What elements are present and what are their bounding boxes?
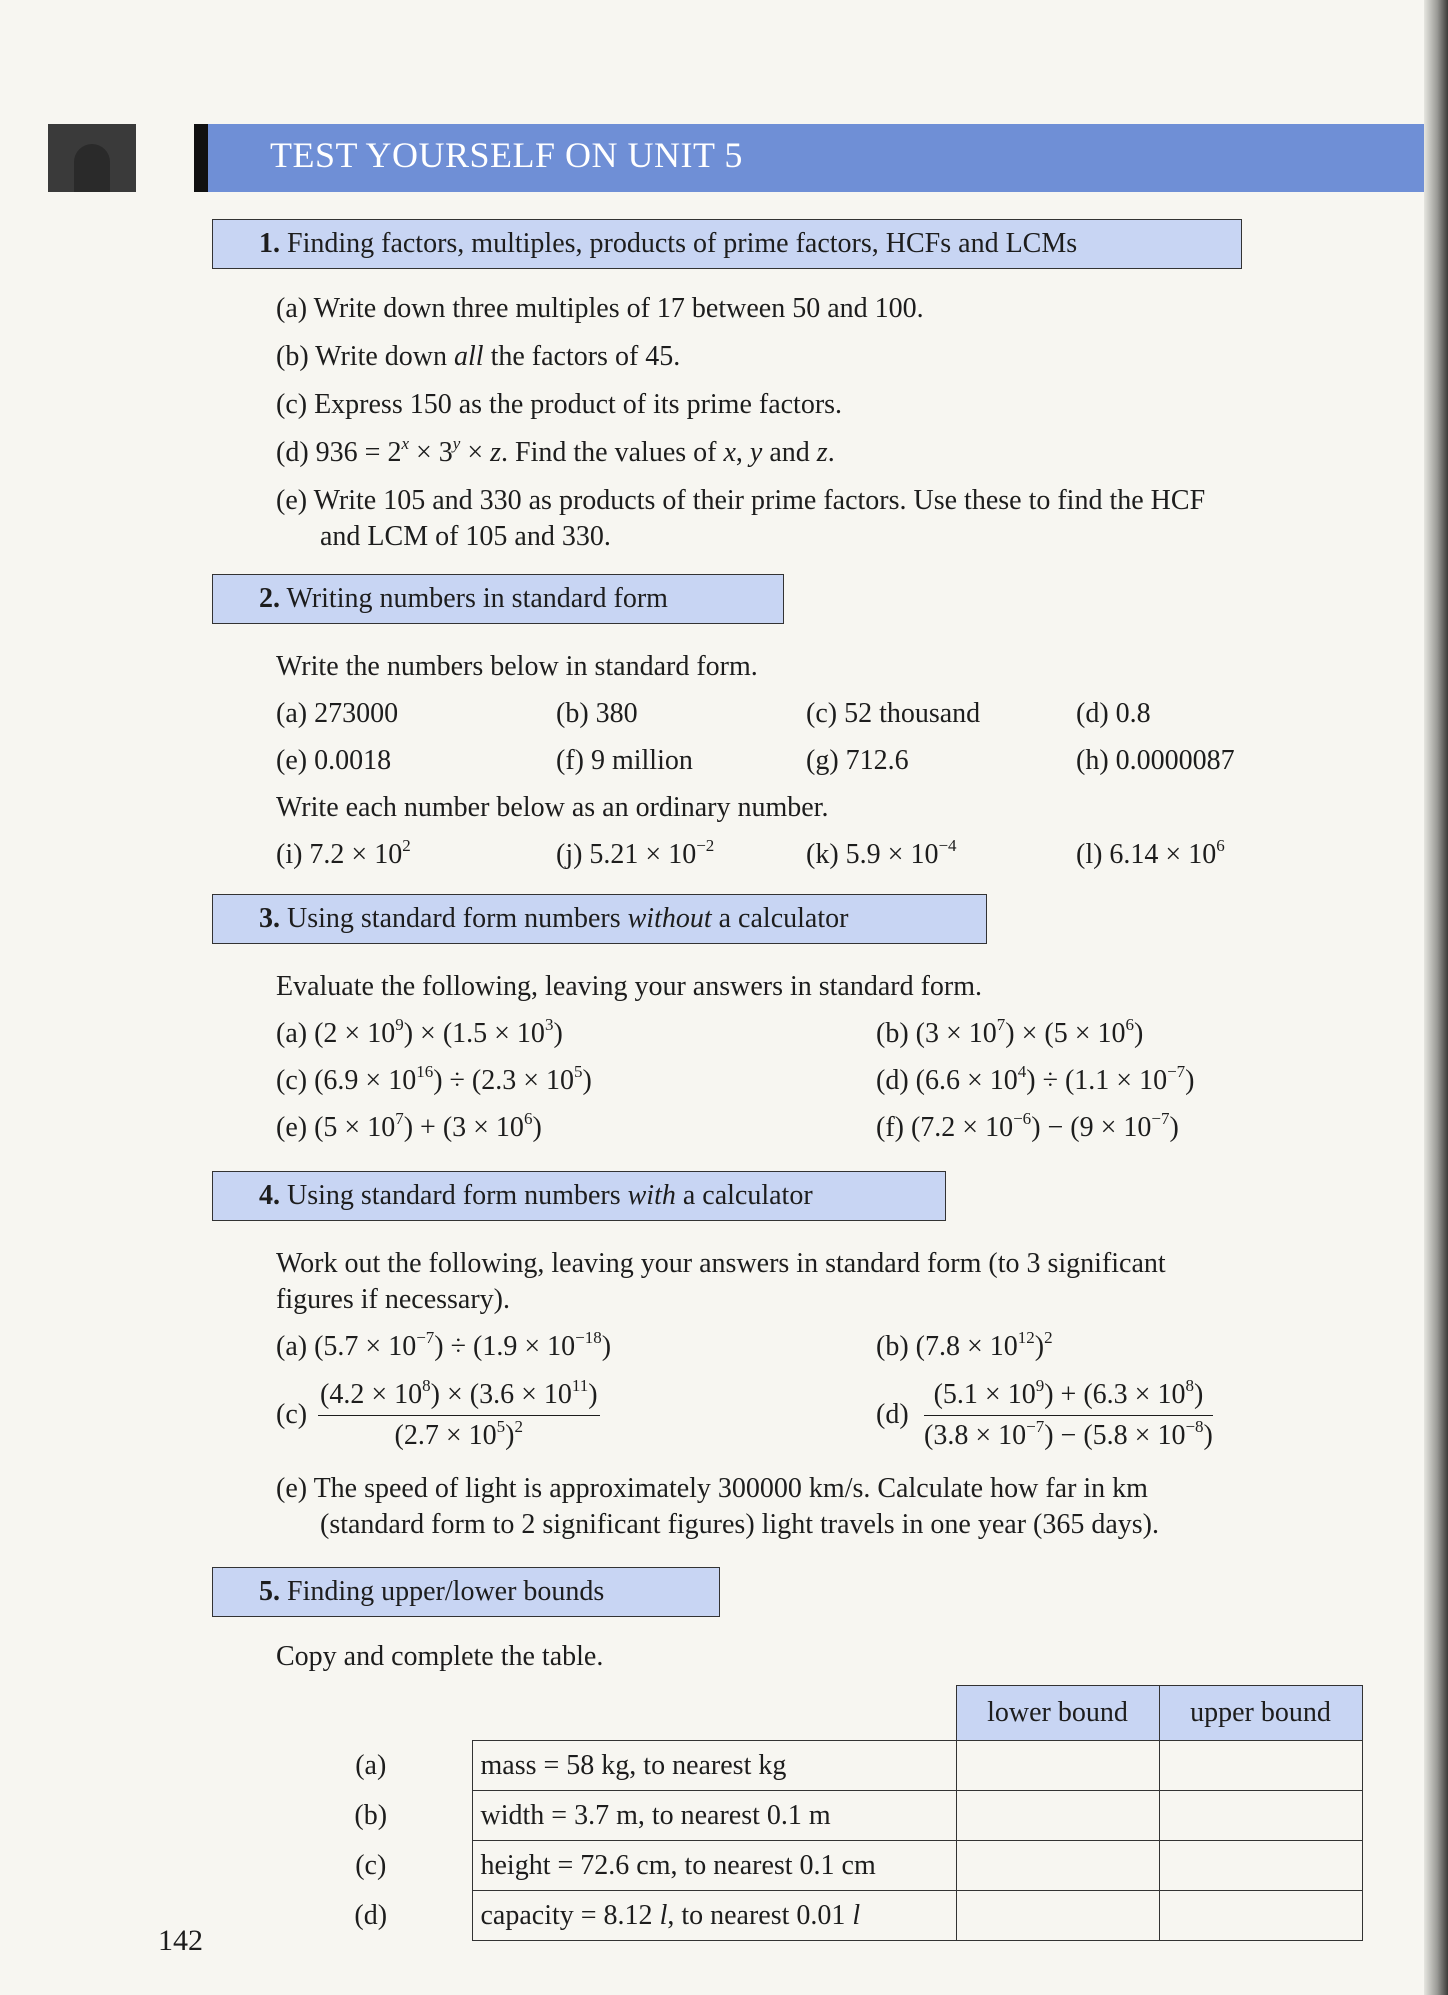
q4d-label: (d)	[876, 1399, 909, 1430]
lower-bound-cell	[956, 1891, 1159, 1941]
q2k: (k) $5.9 \times 10^{-4}$	[806, 836, 957, 870]
section-1-number: 1.	[259, 228, 280, 259]
q3f: (f) $(7.2 \times 10^{-6}) - (9 \times 10^{-7})$	[876, 1109, 1179, 1143]
q3c: (c) $(6.9 \times 10^{16}) \div (2.3 \times 10^5)$	[276, 1062, 592, 1096]
q2-intro-2: Write each number below as an ordinary number.	[276, 792, 829, 823]
q3a: (a) $(2 \times 10^9) \times (1.5 \times 10^3)$	[276, 1015, 563, 1049]
q4c-label: (c)	[276, 1399, 308, 1430]
q4e-line1: (e) The speed of light is approximately 300000 km/s. Calculate how far in km	[276, 1473, 1148, 1504]
section-2-heading	[212, 574, 784, 624]
q2h: (h) 0.0000087	[1076, 745, 1235, 776]
q1a: (a) Write down three multiples of 17 between 50 and 100.	[276, 293, 924, 324]
section-4-heading: 4. Using standard form numbers with a calculator	[212, 1171, 946, 1221]
banner-divider	[194, 124, 208, 192]
row-description: capacity = 8.12 l, to nearest 0.01 l	[472, 1891, 956, 1941]
row-label: (a)	[355, 1749, 387, 1781]
section-4-number: 4.	[259, 1180, 280, 1211]
q4c-numerator: $(4.2 \times 10^8) \times (3.6 \times 10^{11})$	[318, 1378, 600, 1416]
section-5-heading	[212, 1567, 720, 1617]
q3-intro: Evaluate the following, leaving your answers in standard form.	[276, 971, 983, 1002]
table-row	[270, 1741, 1362, 1791]
q1d: (d) $936 = 2^x \times 3^y \times z$. Find the values of x, y and z.	[276, 434, 835, 468]
row-label: (d)	[354, 1899, 388, 1931]
row-label: (b)	[354, 1799, 388, 1831]
section-1-heading	[212, 219, 1242, 269]
row-description: mass = 58 kg, to nearest kg	[472, 1741, 956, 1791]
q2c: (c) 52 thousand	[806, 698, 981, 729]
unit-banner	[48, 124, 1424, 192]
table-header-row	[270, 1686, 1362, 1741]
table-row	[270, 1791, 1362, 1841]
q3b: (b) $(3 \times 10^7) \times (5 \times 10^6)$	[876, 1015, 1144, 1049]
header-upper-bound: upper bound	[1159, 1686, 1362, 1741]
q2e: (e) 0.0018	[276, 745, 392, 776]
q4b: (b) $(7.8 \times 10^{12})^2$	[876, 1328, 1053, 1362]
upper-bound-cell	[1159, 1791, 1362, 1841]
q4-intro-2: figures if necessary).	[276, 1284, 511, 1315]
q2l: (l) $6.14 \times 10^6$	[1076, 836, 1225, 870]
upper-bound-cell	[1159, 1841, 1362, 1891]
q4c-fraction	[318, 1378, 600, 1453]
q5-intro: Copy and complete the table.	[276, 1641, 604, 1672]
q4e-line2: (standard form to 2 significant figures) light travels in one year (365 days).	[320, 1509, 1159, 1540]
section-5-number: 5.	[259, 1576, 280, 1607]
q2b: (b) 380	[556, 698, 638, 729]
q1e-line2: and LCM of 105 and 330.	[320, 521, 611, 552]
page-edge	[1424, 0, 1448, 1995]
q2f: (f) 9 million	[556, 745, 693, 776]
bounds-table	[270, 1685, 1363, 1941]
q2g: (g) 712.6	[806, 745, 909, 776]
unit-title: TEST YOURSELF ON UNIT 5	[270, 135, 743, 175]
lower-bound-cell	[956, 1741, 1159, 1791]
q2j: (j) $5.21 \times 10^{-2}$	[556, 836, 715, 870]
q3d: (d) $(6.6 \times 10^4) \div (1.1 \times 10^{-7})$	[876, 1062, 1195, 1096]
section-3-heading: 3. Using standard form numbers without a calculator	[212, 894, 987, 944]
banner-corner-graphic	[48, 124, 136, 192]
q4d-denominator: $(3.8 \times 10^{-7}) - (5.8 \times 10^{-8})$	[924, 1417, 1213, 1451]
q4c-denominator: $(2.7 \times 10^5)^2$	[394, 1417, 523, 1451]
lower-bound-cell	[956, 1841, 1159, 1891]
table-row	[270, 1841, 1362, 1891]
q2d: (d) 0.8	[1076, 698, 1151, 729]
q4d-numerator: $(5.1 \times 10^9) + (6.3 \times 10^8)$	[924, 1378, 1213, 1416]
q3e: (e) $(5 \times 10^7) + (3 \times 10^6)$	[276, 1109, 542, 1143]
q2i: (i) $7.2 \times 10^2$	[276, 836, 411, 870]
lower-bound-cell	[956, 1791, 1159, 1841]
upper-bound-cell	[1159, 1741, 1362, 1791]
section-3-number: 3.	[259, 903, 280, 934]
q4-intro-1: Work out the following, leaving your answers in standard form (to 3 significant	[276, 1248, 1166, 1279]
header-lower-bound: lower bound	[956, 1686, 1159, 1741]
q1b: (b) Write down all the factors of 45.	[276, 341, 681, 372]
page-number: 142	[158, 1924, 203, 1957]
row-label: (c)	[355, 1849, 387, 1881]
q2a: (a) 273000	[276, 698, 399, 729]
section-2-title: Writing numbers in standard form	[286, 583, 668, 614]
q4a: (a) $(5.7 \times 10^{-7}) \div (1.9 \times 10^{-18})$	[276, 1328, 612, 1362]
section-1-title: Finding factors, multiples, products of prime factors, HCFs and LCMs	[287, 228, 1078, 259]
row-description: height = 72.6 cm, to nearest 0.1 cm	[472, 1841, 956, 1891]
section-5-title: Finding upper/lower bounds	[287, 1576, 605, 1607]
q2-intro-1: Write the numbers below in standard form.	[276, 651, 758, 682]
q4d-fraction	[924, 1378, 1213, 1453]
q1e-line1: (e) Write 105 and 330 as products of their prime factors. Use these to find the HCF	[276, 485, 1206, 516]
upper-bound-cell	[1159, 1891, 1362, 1941]
row-description: width = 3.7 m, to nearest 0.1 m	[472, 1791, 956, 1841]
table-row	[270, 1891, 1362, 1941]
section-2-number: 2.	[259, 583, 280, 614]
q1c: (c) Express 150 as the product of its prime factors.	[276, 389, 843, 420]
